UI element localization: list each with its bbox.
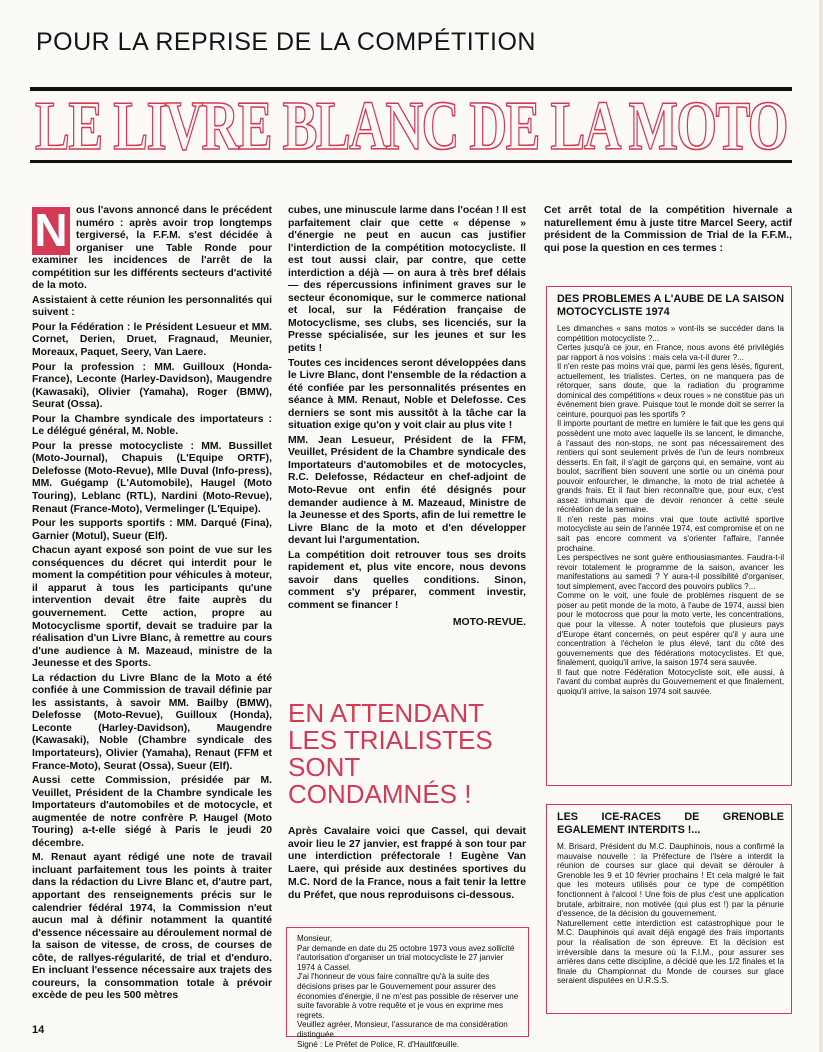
paragraph: MM. Jean Lesueur, Président de la FFM, Veuillet, Président de la Chambre syndicale des Importateurs d'automobiles et de motocycles, R.C. Delefosse, Rédacteur en chef-adjoint de Moto-Revue ont enfin été désignés pour demander audience à M. Mazeaud, Ministre de la Jeunesse et des Sports, afin de lui remettre le Livre Blanc de la moto et d'en développer devant lui l'argumentation. <box>288 434 526 547</box>
sidebar-paragraph: Comme on le voit, une foule de problèmes risquent de se poser au petit monde de la moto, à l'aube de 1974, aussi bien pour le motocross que pour la moto verte, les concentrations, que pour la vitesse. À noter toutefois que plusieurs pays d'Europe étant concernés, on peut espérer qu'il y aura une concentration à l'échelon le plus élevé, tant du côté des gouvernements que des fédérations motocyclistes. Et que, finalement, quoiqu'il arrive, la saison 1974 sera sauvée. <box>557 591 784 668</box>
sidebar-paragraph: Naturellement cette interdiction est catastrophique pour le M.C. Dauphinois qui avait déjà engagé des frais importants pour la réalisation de son épreuve. Et la décision est irréversible dans la mesure où la F.I.M., pour assurer ses arrières dans cette discipline, a décidé que les 1/2 finales et la finale du Championnat du Monde de courses sur glace seraient disputées en U.R.S.S. <box>557 918 784 986</box>
paragraph: Pour la presse motocycliste : MM. Bussillet (Moto-Journal), Chapuis (L'Equipe ORTF), Delefosse (Moto-Revue), Mlle Duval (Info-press), MM. Guégamp (L'Automobile), Haugel (Moto Touring), Leblanc (RTL), Nardini (Moto-Revue), Renaut (France-Moto), Vermelinger (L'Equipe). <box>32 440 272 515</box>
paragraph: Pour la Fédération : le Président Lesueur et MM. Cornet, Derien, Druet, Fragnaud, Meunier, Moreaux, Paquet, Seery, Van Laere. <box>32 321 272 359</box>
sidebar-paragraph: Il faut que notre Fédération Motocycliste soit, elle aussi, à l'avant du combat auprès du Gouvernement et que finalement, quoiqu'il arrive, la saison 1974 soit sauvée. <box>557 667 784 696</box>
paragraph: Pour la profession : MM. Guilloux (Honda-France), Leconte (Harley-Davidson), Maugendre (Kawasaki), Olivier (Yamaha), Roger (BMW), Seurat (Ossa). <box>32 361 272 411</box>
drop-cap: N <box>32 207 70 255</box>
sidebar-paragraph: M. Brisard, Président du M.C. Dauphinois, nous a confirmé la mauvaise nouvelle : la Préfecture de l'Isère a interdit la réunion de courses sur glace qui devait se dérouler à Grenoble les 9 et 10 février prochains ! Et cela malgré le fait que les moteurs utilisés pour ce type de compétition fonctionnent à l'alcool ! Une fois de plus c'est une application brutale, arbitraire, non motivée (qui plus est !) par la pénurie d'essence, de la décision du gouvernement. <box>557 842 784 919</box>
sidebar-paragraph: Les dimanches « sans motos » vont-ils se succéder dans la compétition motocycliste ?... <box>557 324 784 343</box>
paragraph: Toutes ces incidences seront développées dans le Livre Blanc, dont l'ensemble de la rédaction a été confiée par les personnalités présentes en séance à MM. Renaut, Noble et Delefosse. Ces derniers se sont mis aussitôt à la tâche car la situation exige qu'on y voit clair au plus vite ! <box>288 357 526 432</box>
prefect-letter-box <box>286 927 529 1049</box>
sidebar-paragraph: Il n'en reste pas moins vrai que, parmi les gens lésés, figurent, actuellement, les trialistes. Certes, on ne manquera pas de rétorquer, sans doute, que la radiation du programme dominical des compétitions « deux roues » ne constitue pas un événement bien grave. Puisque tout le monde doit se serrer la ceinture, pourquoi pas les sportifs ? <box>557 362 784 419</box>
article-column-3 <box>544 205 792 257</box>
paragraph: La compétition doit retrouver tous ses droits rapidement et, plus vite encore, nous devons savoir dans quelles conditions. Sinon, comment s'y préparer, comment investir, comment se financer ! <box>288 549 526 611</box>
sidebar-title: LES ICE-RACES DE GRENOBLE EGALEMENT INTERDITS !... <box>557 811 784 836</box>
paragraph: cubes, une minuscule larme dans l'océan ! Il est parfaitement clair que cette « dépense » d'énergie ne peut en aucun cas justifier l'interdiction de la compétition motocycliste. Il est tout aussi clair, par contre, que cette interdiction a déjà — on aura à très bref délais — des répercussions infiniment graves sur le secteur économique, sur le commerce national et local, sur la Fédération française de Motocyclisme, ses clubs, ses licenciés, sur la Presse spécialisée, sur les jeunes et sur les petits ! <box>288 205 526 355</box>
page-edge <box>819 0 823 1052</box>
sidebar-paragraph: Il importe pourtant de mettre en lumière le fait que les gens qui possèdent une moto avec laquelle ils se lancent, le dimanche, à l'assaut des non-stops, ne sont pas nécessairement des rentiers qui sont seulement privés de l'un de leurs nombreux desserts. En fait, il s'agit de garçons qui, en semaine, vont au boulot, sacrifient bien souvent une sortie ou un cinéma pour pouvoir enfourcher, le dimanche, la moto de trial achetée à grands frais. Et il faut bien reconnaître que, pour eux, c'est assez inhumain que de devoir renoncer à cette seule récréation de la semaine. <box>557 419 784 515</box>
paragraph: Cet arrêt total de la compétition hivernale a naturellement ému à juste titre Marcel Seery, actif président de la Commission de Trial de la F.F.M., qui pose la question en ces termes : <box>544 205 792 254</box>
sidebar-paragraph: Il n'en reste pas moins vrai que toute activité sportive motocycliste au sein de l'année 1974, est compromise et on ne sait pas encore comment va s'orienter l'affaire, l'année prochaine. <box>557 514 784 553</box>
letter-line: Par demande en date du 25 octobre 1973 vous avez sollicité l'autorisation d'organiser un trial motocycliste le 27 janvier 1974 à Cassel. <box>297 943 515 972</box>
article-signature: MOTO-REVUE. <box>452 616 526 628</box>
paragraph: Chacun ayant exposé son point de vue sur les conséquences du décret qui interdit pour le moment la compétition pour véhicules à moteur, il apparut à tous les participants qu'une intervention devait être faite auprès du gouvernement. Cette action, propre au Motocyclisme sportif, devait se traduire par la réalisation d'un Livre Blanc, à remettre au cours d'une audience à M. Mazeaud, ministre de la Jeunesse et des Sports. <box>32 545 272 670</box>
masthead-text: LE LIVRE BLANC DE LA MOTO <box>35 93 787 155</box>
letter-line: Veuillez agréer, Monsieur, l'assurance de ma considération distinguée. <box>297 1020 508 1039</box>
sidebar-paragraph: Les perspectives ne sont guère enthousiasmantes. Faudra-t-il revoir totalement le programme de la saison, avancer les manifestations au samedi ? Y aura-t-il possibilité d'organiser, tout simplement, avec l'accord des pouvoirs publics ?... <box>557 553 784 591</box>
paragraph: M. Renaut ayant rédigé une note de travail incluant parfaitement tous les points à traiter dans la rédaction du Livre Blanc et, d'autre part, apportant des renseignements précis sur le calendrier fédéral 1974, la Commission n'eut aucun mal à définir notamment la quantité d'essence nécessaire au déroulement normal de la saison de vitesse, de cross, de courses de côte, de rallyes-régularité, de trial et d'enduro. En incluant l'essence nécessaire aux trajets des coureurs, la consommation totale à prévoir excède de peu les 500 mètres <box>32 852 272 1002</box>
article-column-1 <box>32 205 272 1005</box>
page-number: 14 <box>32 1024 45 1036</box>
masthead-bottom-rule <box>30 160 792 163</box>
top-rule <box>30 87 792 91</box>
sidebar-title: DES PROBLEMES A L'AUBE DE LA SAISON MOTOCYCLISTE 1974 <box>557 293 784 318</box>
article-column-2 <box>288 205 526 629</box>
paragraph: Assistaient à cette réunion les personnalités qui suivent : <box>32 294 272 319</box>
subarticle-body: Après Cavalaire voici que Cassel, qui devait avoir lieu le 27 janvier, est frappé à son tour par une interdiction préfectorale ! Eugène Van Laere, qui préside aux destinées sportives du M.C. Nord de la France, nous a fait tenir la lettre du Préfet, que nous reproduisons ci-dessous. <box>288 826 526 901</box>
grenoble-sidebar-box <box>546 804 792 1014</box>
subarticle-headline: EN ATTENDANT LES TRIALISTES SONT CONDAMNÉS ! <box>288 698 493 809</box>
paragraph: Pour la Chambre syndicale des importateurs : Le délégué général, M. Noble. <box>32 413 272 438</box>
letter-line: Monsieur, <box>297 934 333 943</box>
lead-paragraph <box>32 205 272 293</box>
sidebar-paragraph: Certes jusqu'à ce jour, en France, nous avons été privilégiés par rapport à nos voisins : mais cela va-t-il durer ?... <box>557 343 784 362</box>
letter-line: Signé : Le Préfet de Police, R. d'Haultfœuille. <box>297 1039 460 1049</box>
paragraph-text: ous l'avons annoncé dans le précédent numéro : après avoir trop longtemps tergiversé, la F.F.M. s'est décidée à organiser une Table Ronde pour examiner les incidences de l'arrêt de la compétition sur les différents secteurs d'activité de la moto. <box>32 205 272 292</box>
letter-line: J'ai l'honneur de vous faire connaître qu'à la suite des décisions prises par le Gouvernement pour assurer des économies d'énergie, il ne m'est pas possible de réserver une suite favorable à votre requête et je vous en exprime mes regrets. <box>297 972 519 1020</box>
paragraph: Aussi cette Commission, présidée par M. Veuillet, Président de la Chambre syndicale les Importateurs d'automobiles et de motocycle, et augmentée de notre confrère P. Haugel (Moto Touring) a-t-elle siégé à Paris le jeudi 20 décembre. <box>32 775 272 849</box>
paragraph: Pour les supports sportifs : MM. Darqué (Fina), Garnier (Motul), Sueur (Elf). <box>32 518 272 542</box>
section-kicker: POUR LA REPRISE DE LA COMPÉTITION <box>36 28 536 56</box>
problems-sidebar-box <box>546 286 792 786</box>
paragraph: La rédaction du Livre Blanc de la Moto a été confiée à une Commission de travail définie par les assistants, à savoir MM. Bailby (BMW), Delefosse (Moto-Revue), Guilloux (Honda), Leconte (Harley-Davidson), Maugendre (Kawasaki), Noble (Chambre syndicale des Importateurs), Olivier (Yamaha), Renaut (FFM et France-Moto), Seurat (Ossa), Sueur (Elf). <box>32 672 272 772</box>
masthead-title <box>30 93 792 155</box>
